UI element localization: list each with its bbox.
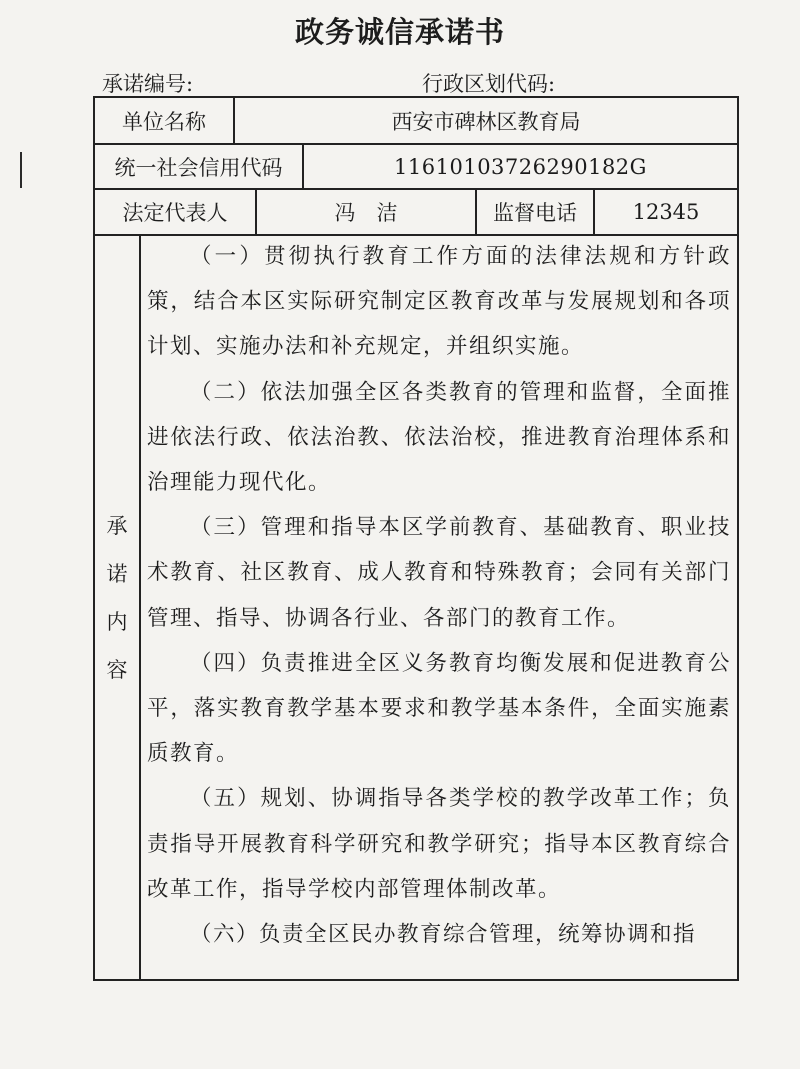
commitment-content-body	[141, 236, 737, 979]
credit-code-label: 统一社会信用代码	[114, 155, 283, 180]
unit-name-label: 单位名称	[122, 109, 206, 134]
supervision-phone-value: 12345	[632, 200, 700, 224]
legal-rep-label: 法定代表人	[122, 201, 228, 225]
commitment-paragraph: （六）负责全区民办教育综合管理，统筹协调和指	[190, 922, 697, 948]
commitment-number-label: 承诺编号:	[102, 72, 194, 96]
commitment-paragraph: （二）依法加强全区各类教育的管理和监督，全面推进依法行政、依法治教、依法治校，推进教育治理体系和治理能力现代化。	[147, 379, 731, 496]
commitment-paragraph: （五）规划、协调指导各类学校的教学改革工作；负责指导开展教育科学研究和教学研究；指导本区教育综合改革工作，指导学校内部管理体制改革。	[147, 786, 731, 902]
legal-rep-row	[95, 190, 737, 236]
commitment-form	[93, 96, 739, 981]
commitment-paragraph: （四）负责推进全区义务教育均衡发展和促进教育公平，落实教育教学基本要求和教学基本条件，全面实施素质教育。	[147, 650, 731, 767]
commitment-paragraph: （一）贯彻执行教育工作方面的法律法规和方针政策，结合本区实际研究制定区教育改革与发展规划和各项计划、实施办法和补充规定，并组织实施。	[147, 244, 731, 360]
credit-code-value: 11610103726290182G	[394, 154, 647, 179]
credit-code-row	[95, 145, 737, 190]
label-char: 内	[106, 610, 128, 634]
commitment-content-label	[95, 236, 141, 979]
label-char: 容	[106, 658, 128, 682]
legal-rep-value: 冯 洁	[334, 201, 398, 225]
region-code-label: 行政区划代码:	[422, 72, 556, 96]
supervision-phone-label: 监督电话	[493, 201, 577, 225]
commitment-paragraph: （三）管理和指导本区学前教育、基础教育、职业技术教育、社区教育、成人教育和特殊教育；会同有关部门管理、指导、协调各行业、各部门的教育工作。	[147, 515, 731, 631]
page-title: 政务诚信承诺书	[294, 15, 505, 49]
unit-name-value: 西安市碑林区教育局	[391, 109, 581, 134]
label-char: 诺	[106, 562, 128, 586]
unit-name-row	[95, 98, 737, 145]
label-char: 承	[106, 514, 128, 538]
margin-mark	[20, 152, 22, 188]
